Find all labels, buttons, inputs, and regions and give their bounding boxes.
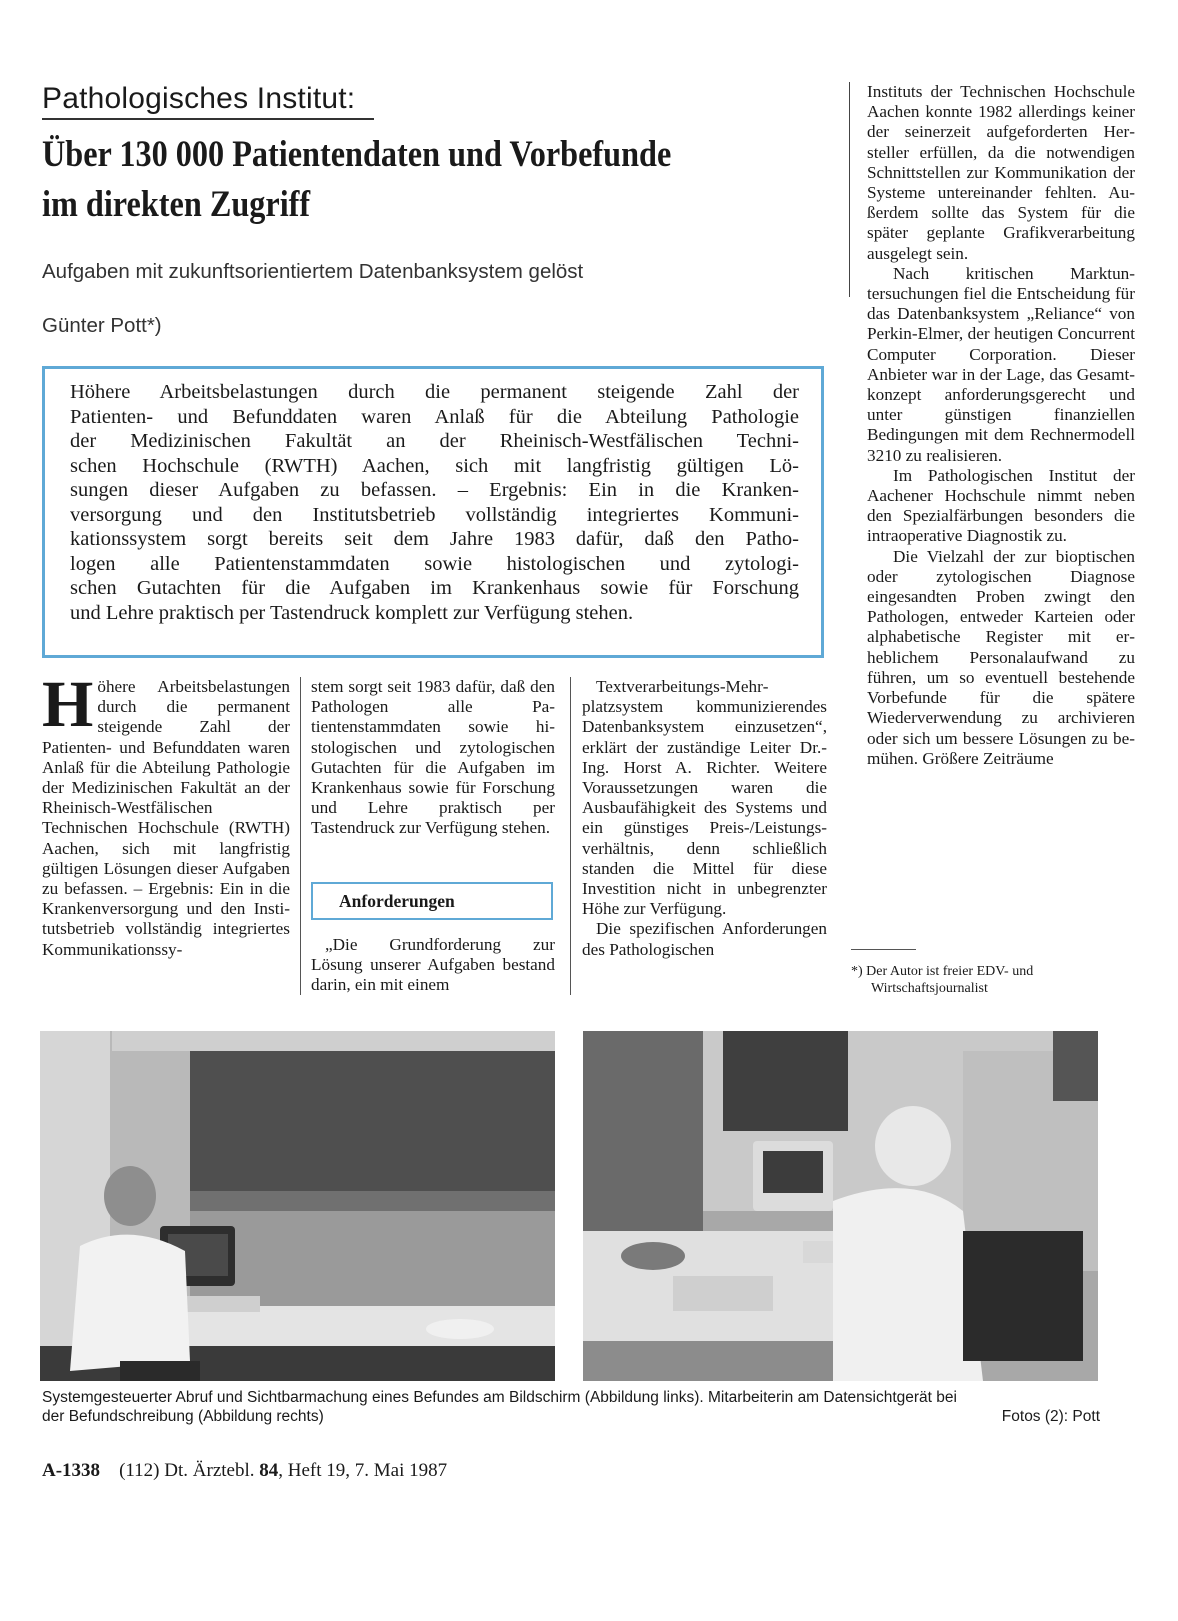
abstract-line: versorgung und den Institutsbetrieb vollständig integriertes Kommuni- (70, 503, 799, 526)
footnote-line: Wirtschaftsjournalist (871, 981, 988, 996)
photo-right-image (583, 1031, 1098, 1381)
right-paragraph-2: Nach kritischen Marktuntersuchungen fiel die Entscheidung für das Datenbanksystem „Reliance“ von Perkin-Elmer, der heutigen Concurrent Computer Corporation. Dieser Anbieter war in der Lage, das Gesamtkonzept anforderungsgerecht und unter günstigen finanziellen Bedingungen mit dem Rechnermodell 3210 zu realisieren. (867, 263, 1135, 465)
headline (42, 130, 730, 230)
abstract-line: kationssystem sorgt bereits seit dem Jahre 1983 dafür, daß den Patho- (70, 528, 799, 550)
kicker-underline (42, 118, 374, 120)
footnote-rule (851, 949, 916, 950)
footnote (851, 963, 1111, 997)
body-column-2-continued: „Die Grundforderung zur Lösung unserer Aufgaben bestand darin, ein mit einem (311, 935, 555, 995)
drop-cap: H (42, 668, 94, 741)
abstract-line: sungen dieser Aufgaben zu befassen. – Ergebnis: Ein in die Kranken- (70, 479, 799, 501)
photo-left-image (40, 1031, 555, 1381)
right-paragraph-4: Die Vielzahl der zur bioptischen oder zytologischen Diagnose eingesandten Proben zwingt den Pathologen, entweder Karteien oder alphabetische Register mit erheblichem Personalaufwand zu führen, um so eventuell bestehende Vorbefunde für die spätere Wiederverwendung zu archivieren oder sich um bessere Lösungen zu bemühen. Größere Zeiträume (867, 546, 1135, 768)
body-column-3-paragraph-2: Die spezifischen Anforderungen des Pathologischen (582, 919, 827, 959)
footnote-line: *) Der Autor ist freier EDV- und (851, 964, 1034, 979)
abstract-line: der Medizinischen Fakultät an der Rheinisch-Westfälischen Techni- (70, 430, 799, 452)
body-column-2: stem sorgt seit 1983 dafür, daß den Pathologen alle Patientenstammdaten sowie histologischen und zytologischen Gutachten für die Aufgaben im Krankenhaus sowie für Forschung und Lehre praktisch per Tastendruck zur Verfügung stehen. (311, 677, 555, 838)
abstract-box (42, 366, 824, 658)
column-rule (570, 677, 571, 995)
abstract-line: schen Hochschule (RWTH) Aachen, sich mit langfristig gültigen Lö- (70, 454, 799, 477)
right-paragraph-1: Instituts der Technischen Hochschule Aachen konnte 1982 allerdings keiner der seinerzeit aufgeforderten Hersteller erfüllen, da die notwendigen Schnittstellen zur Kommunikation der Systeme untereinander fehlten. Außerdem sollte das System für die später geplante Grafikverarbeitung ausgelegt sein. (867, 82, 1135, 263)
photo-right (583, 1031, 1098, 1381)
photo-left (40, 1031, 555, 1381)
body-column-1-text: öhere Arbeitsbelastungen durch die permanent steigende Zahl der Patienten- und Befunddaten waren Anlaß für die Abteilung Pathologie der Medizinischen Fakultät an der Rheinisch-Westfälischen Technischen Hochschule (RWTH) Aachen, sich mit langfristig gültigen Lösungen dieser Aufgaben zu befassen. – Ergebnis: Ein in die Krankenversorgung und den Institutsbetrieb vollständig integriertes Kommunikationssy- (42, 677, 290, 959)
body-column-3-paragraph-1: Textverarbeitungs-Mehrplatzsystem kommunizierendes Datenbanksystem einzusetzen“, erklärt der zuständige Leiter Dr.-Ing. Horst A. Richter. Weitere Voraussetzungen waren die Ausbaufähigkeit des Systems und ein günstiges Preis-/Leistungsverhältnis, denn schließlich standen die Mittel für diese Investition nicht in unbegrenzter Höhe zur Verfügung. (582, 677, 827, 919)
subtitle: Aufgaben mit zukunftsorientiertem Datenbanksystem gelöst (42, 260, 584, 283)
abstract-line: schen Gutachten für die Aufgaben im Krankenhaus sowie für Forschung (70, 577, 799, 599)
journal-volume: 84 (259, 1460, 279, 1481)
abstract-line: Höhere Arbeitsbelastungen durch die permanent steigende Zahl der (70, 381, 799, 403)
section-heading-box: Anforderungen (311, 882, 553, 920)
abstract-line: logen alle Patientenstammdaten sowie histologischen und zytologi- (70, 552, 799, 575)
headline-line-2: im direkten Zugriff (42, 184, 311, 225)
photo-caption (42, 1388, 1100, 1426)
page-number: A-1338 (42, 1460, 101, 1481)
author-byline: Günter Pott*) (42, 314, 162, 337)
headline-line-1: Über 130 000 Patientendaten und Vorbefunde (42, 134, 672, 175)
journal-page: (112) (119, 1460, 160, 1481)
photo-credit: Fotos (2): Pott (1001, 1408, 1100, 1425)
column-divider (849, 82, 850, 297)
body-column-1 (42, 668, 290, 960)
page-footer (42, 1460, 447, 1482)
body-column-3 (582, 677, 827, 960)
journal-issue: , Heft 19, 7. Mai 1987 (278, 1460, 448, 1481)
abstract-line: und Lehre praktisch per Tastendruck komplett zur Verfügung stehen. (70, 601, 634, 624)
right-paragraph-3: Im Pathologischen Institut der Aachener Hochschule nimmt neben den Spezialfärbungen besonders die intraoperative Diagnostik zu. (867, 465, 1135, 546)
caption-line-2: der Befundschreibung (Abbildung rechts) (42, 1408, 324, 1425)
abstract-line: Patienten- und Befunddaten waren Anlaß für die Abteilung Pathologie (70, 405, 799, 428)
column-rule (300, 677, 301, 995)
journal-name: Dt. Ärztebl. (164, 1460, 255, 1481)
section-kicker: Pathologisches Institut: (42, 82, 356, 115)
caption-line-1: Systemgesteuerter Abruf und Sichtbarmachung eines Befundes am Bildschirm (Abbildung links). Mitarbeiterin am Datensichtgerät bei (42, 1389, 957, 1406)
right-column (867, 82, 1135, 769)
